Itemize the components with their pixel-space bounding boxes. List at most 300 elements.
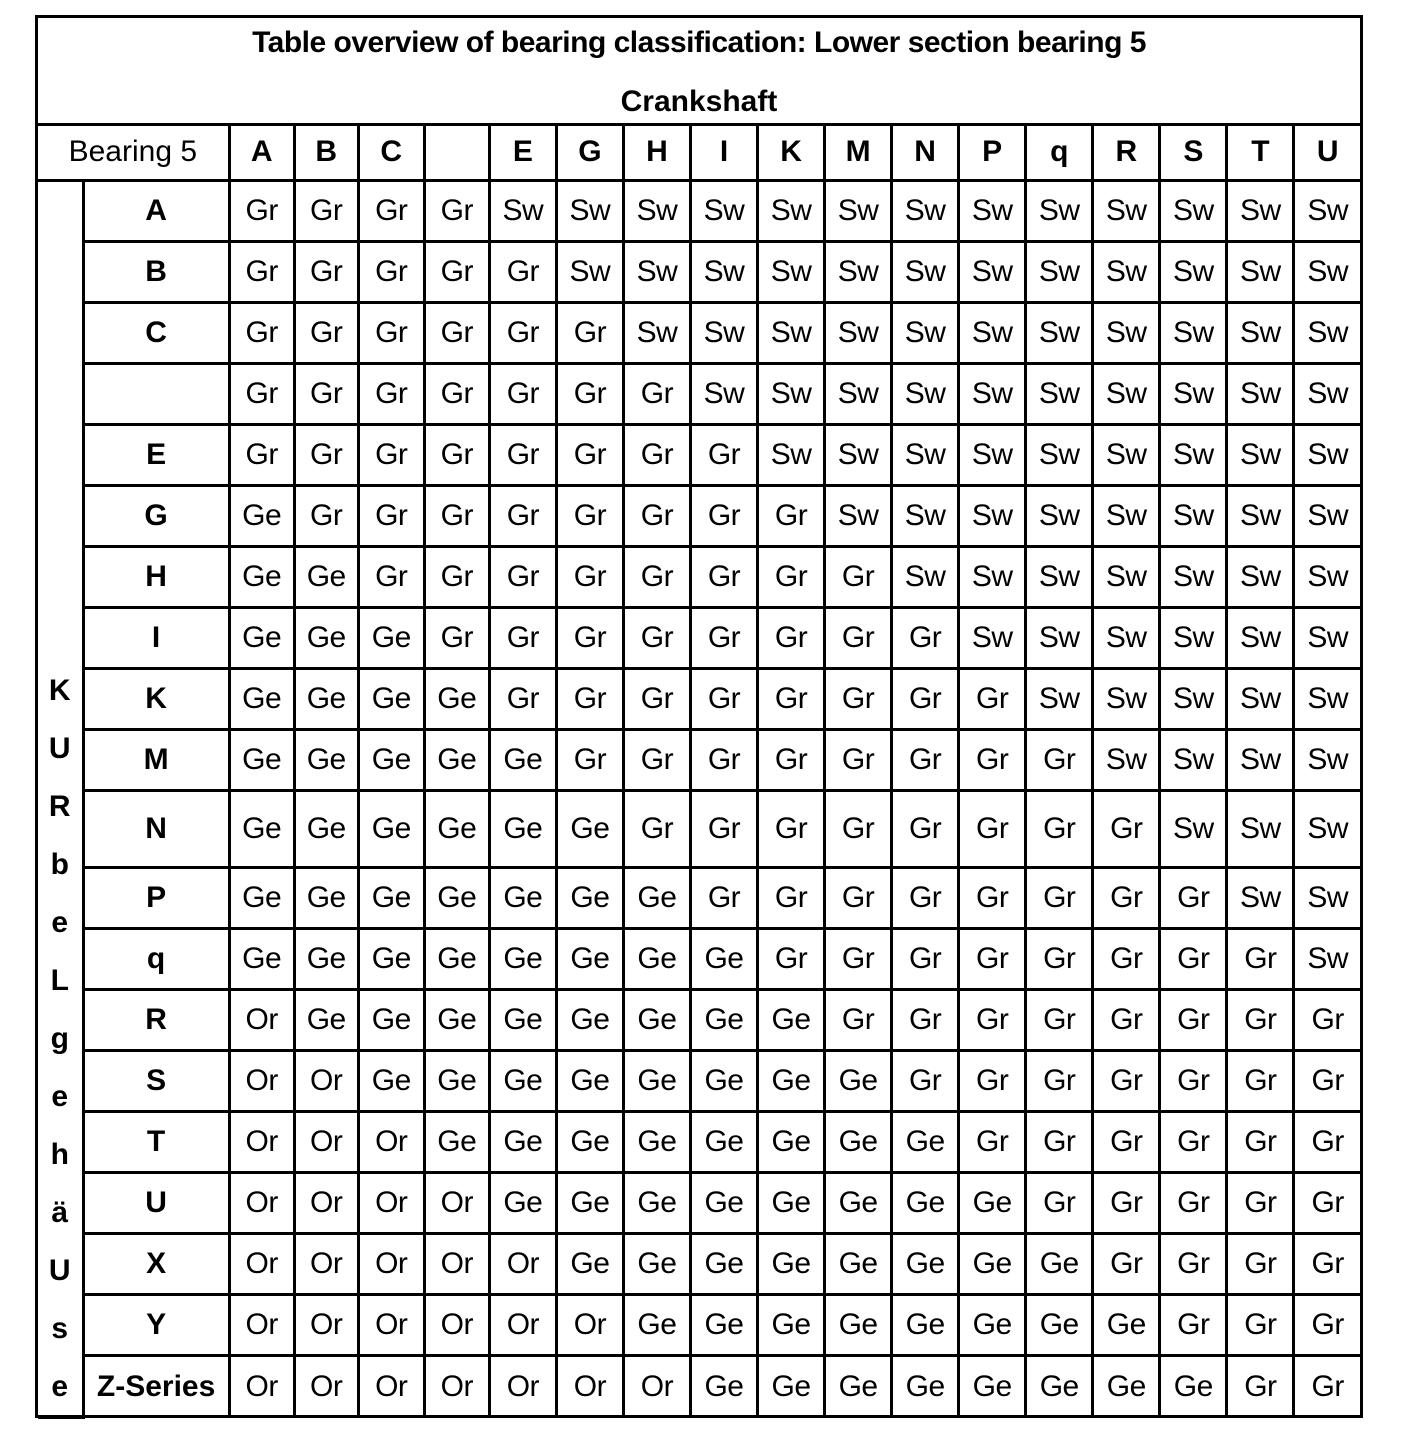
table-cell: Or	[424, 1356, 489, 1417]
table-cell: Ge	[758, 1050, 825, 1111]
table-cell: Gr	[556, 669, 623, 730]
table-cell: Sw	[1294, 669, 1360, 730]
table-cell: Ge	[489, 867, 556, 928]
table-cell: Gr	[294, 180, 358, 241]
table-cell: Sw	[1093, 485, 1160, 546]
table-cell: Gr	[424, 302, 489, 363]
table-cell: Ge	[229, 730, 294, 791]
table-cell: Gr	[1227, 1111, 1294, 1172]
table-cell: Ge	[229, 608, 294, 669]
table-cell: Sw	[1227, 867, 1294, 928]
table-cell: Sw	[1294, 302, 1360, 363]
table-cell: Gr	[1294, 1356, 1360, 1417]
table-cell: Ge	[294, 928, 358, 989]
table-cell: Gr	[1160, 1050, 1227, 1111]
table-cell: Or	[294, 1234, 358, 1295]
table-cell: Sw	[1294, 791, 1360, 867]
table-cell: Sw	[1294, 180, 1360, 241]
table-cell: Sw	[1227, 485, 1294, 546]
table-cell: Ge	[690, 1111, 757, 1172]
side-axis-label	[38, 180, 83, 1417]
table-row	[38, 1050, 1360, 1111]
table-row	[38, 867, 1360, 928]
table-cell: Sw	[1093, 730, 1160, 791]
table-cell: Ge	[229, 867, 294, 928]
table-cell: Gr	[556, 608, 623, 669]
table-cell: Sw	[1093, 424, 1160, 485]
table-cell: Or	[294, 1111, 358, 1172]
bearing-classification-sheet	[35, 15, 1363, 1418]
table-cell: Ge	[489, 1111, 556, 1172]
table-cell: Ge	[294, 791, 358, 867]
table-cell: Sw	[1294, 241, 1360, 302]
table-cell: Sw	[959, 363, 1026, 424]
table-cell: Ge	[556, 1050, 623, 1111]
table-cell: Sw	[690, 241, 757, 302]
table-cell: Sw	[690, 180, 757, 241]
table-cell: Gr	[758, 485, 825, 546]
column-header: T	[1227, 126, 1294, 180]
table-cell: Or	[358, 1173, 424, 1234]
table-cell: Gr	[825, 867, 892, 928]
table-cell: Ge	[424, 1050, 489, 1111]
table-cell: Gr	[229, 302, 294, 363]
table-cell: Gr	[1026, 928, 1093, 989]
table-cell: Sw	[1160, 485, 1227, 546]
table-cell: Sw	[892, 180, 959, 241]
table-cell: Gr	[758, 547, 825, 608]
table-cell: Sw	[1026, 669, 1093, 730]
table-cell: Gr	[1093, 1050, 1160, 1111]
table-cell: Gr	[1294, 1173, 1360, 1234]
table-cell: Ge	[690, 1050, 757, 1111]
side-label-letter: e	[51, 1079, 69, 1113]
side-label-letter: b	[50, 847, 69, 881]
table-row	[38, 363, 1360, 424]
table-cell: Or	[358, 1295, 424, 1356]
column-header: N	[892, 126, 959, 180]
row-header: N	[83, 791, 229, 867]
table-cell: Sw	[959, 424, 1026, 485]
table-cell: Gr	[1227, 1173, 1294, 1234]
table-cell: Gr	[892, 608, 959, 669]
table-cell: Gr	[1026, 791, 1093, 867]
table-cell: Or	[229, 1295, 294, 1356]
table-cell: Or	[294, 1356, 358, 1417]
table-row	[38, 485, 1360, 546]
table-cell: Gr	[892, 730, 959, 791]
table-cell: Or	[229, 1050, 294, 1111]
table-cell: Gr	[294, 302, 358, 363]
table-cell: Gr	[556, 363, 623, 424]
table-cell: Sw	[1093, 608, 1160, 669]
table-cell: Gr	[1026, 989, 1093, 1050]
table-cell: Ge	[358, 669, 424, 730]
table-cell: Gr	[358, 241, 424, 302]
table-cell: Ge	[623, 1295, 690, 1356]
table-cell: Gr	[1294, 1050, 1360, 1111]
table-cell: Gr	[229, 180, 294, 241]
row-header: C	[83, 302, 229, 363]
row-header: M	[83, 730, 229, 791]
table-cell: Ge	[758, 1356, 825, 1417]
column-header: U	[1294, 126, 1360, 180]
table-cell: Gr	[556, 424, 623, 485]
table-cell: Sw	[1026, 180, 1093, 241]
table-cell: Gr	[959, 669, 1026, 730]
table-cell: Sw	[758, 424, 825, 485]
table-cell: Gr	[758, 669, 825, 730]
table-cell: Gr	[1294, 1234, 1360, 1295]
table-cell: Sw	[1294, 730, 1360, 791]
table-cell: Gr	[959, 1111, 1026, 1172]
table-cell: Gr	[623, 608, 690, 669]
table-cell: Gr	[690, 424, 757, 485]
table-cell: Gr	[489, 363, 556, 424]
table-cell: Sw	[1227, 608, 1294, 669]
side-label-letter: ä	[51, 1195, 69, 1229]
table-cell: Sw	[1160, 730, 1227, 791]
table-row	[38, 302, 1360, 363]
table-cell: Or	[556, 1295, 623, 1356]
row-header: R	[83, 989, 229, 1050]
table-cell: Gr	[1093, 989, 1160, 1050]
table-cell: Gr	[825, 791, 892, 867]
table-cell: Ge	[959, 1173, 1026, 1234]
table-title: Table overview of bearing classification: Lower section bearing 5	[252, 26, 1146, 59]
table-cell: Ge	[556, 1234, 623, 1295]
table-cell: Sw	[1160, 363, 1227, 424]
table-cell: Sw	[892, 547, 959, 608]
table-cell: Gr	[424, 363, 489, 424]
table-cell: Sw	[892, 302, 959, 363]
table-cell: Gr	[1093, 791, 1160, 867]
table-cell: Gr	[489, 241, 556, 302]
table-cell: Or	[294, 1173, 358, 1234]
row-header: P	[83, 867, 229, 928]
row-header: G	[83, 485, 229, 546]
table-cell: Gr	[358, 180, 424, 241]
table-cell: Ge	[825, 1111, 892, 1172]
table-cell: Ge	[758, 989, 825, 1050]
table-cell: Gr	[1160, 867, 1227, 928]
table-cell: Ge	[690, 928, 757, 989]
table-cell: Sw	[758, 302, 825, 363]
table-cell: Gr	[690, 867, 757, 928]
table-cell: Sw	[825, 363, 892, 424]
table-cell: Sw	[623, 302, 690, 363]
table-cell: Gr	[1160, 1111, 1227, 1172]
table-cell: Or	[229, 989, 294, 1050]
row-header: K	[83, 669, 229, 730]
table-cell: Gr	[489, 669, 556, 730]
table-cell: Gr	[1093, 1173, 1160, 1234]
table-cell: Sw	[892, 241, 959, 302]
table-cell: Gr	[623, 669, 690, 730]
table-cell: Gr	[424, 608, 489, 669]
table-cell: Gr	[294, 485, 358, 546]
table-cell: Sw	[1160, 241, 1227, 302]
table-cell: Ge	[424, 730, 489, 791]
table-cell: Sw	[1026, 424, 1093, 485]
column-header: K	[758, 126, 825, 180]
table-cell: Gr	[959, 989, 1026, 1050]
side-label-letter: L	[50, 963, 69, 997]
table-cell: Gr	[892, 669, 959, 730]
column-header: q	[1026, 126, 1093, 180]
table-cell: Sw	[959, 241, 1026, 302]
row-header: q	[83, 928, 229, 989]
table-cell: Gr	[959, 928, 1026, 989]
table-cell: Gr	[1160, 1173, 1227, 1234]
table-cell: Ge	[959, 1234, 1026, 1295]
table-cell: Gr	[556, 302, 623, 363]
table-cell: Or	[623, 1356, 690, 1417]
table-cell: Sw	[1227, 424, 1294, 485]
table-row	[38, 989, 1360, 1050]
table-cell: Ge	[758, 1234, 825, 1295]
table-cell: Ge	[294, 730, 358, 791]
table-cell: Ge	[623, 989, 690, 1050]
table-cell: Ge	[690, 1295, 757, 1356]
table-cell: Ge	[758, 1111, 825, 1172]
table-cell: Gr	[623, 791, 690, 867]
table-cell: Gr	[758, 791, 825, 867]
table-cell: Gr	[1026, 1111, 1093, 1172]
table-cell: Sw	[1160, 608, 1227, 669]
column-header: C	[358, 126, 424, 180]
column-header-row	[38, 126, 1360, 180]
table-cell: Gr	[959, 1050, 1026, 1111]
table-cell: Sw	[1026, 608, 1093, 669]
table-cell: Ge	[690, 1234, 757, 1295]
table-cell: Gr	[1294, 1111, 1360, 1172]
table-cell: Gr	[825, 989, 892, 1050]
table-cell: Sw	[1026, 241, 1093, 302]
table-cell: Gr	[489, 608, 556, 669]
table-cell: Ge	[825, 1295, 892, 1356]
table-cell: Ge	[358, 730, 424, 791]
table-cell: Ge	[294, 608, 358, 669]
row-header: I	[83, 608, 229, 669]
table-row	[38, 1111, 1360, 1172]
table-cell: Sw	[1093, 302, 1160, 363]
table-cell: Sw	[1160, 547, 1227, 608]
side-label-letter: g	[50, 1021, 69, 1055]
table-cell: Ge	[294, 867, 358, 928]
table-cell: Or	[229, 1173, 294, 1234]
table-cell: Ge	[489, 730, 556, 791]
table-cell: Ge	[1026, 1356, 1093, 1417]
table-cell: Ge	[825, 1050, 892, 1111]
table-cell: Ge	[556, 867, 623, 928]
table-cell: Gr	[1093, 867, 1160, 928]
table-cell: Ge	[690, 1173, 757, 1234]
table-cell: Ge	[424, 928, 489, 989]
table-row	[38, 928, 1360, 989]
table-cell: Ge	[358, 989, 424, 1050]
table-cell: Gr	[623, 485, 690, 546]
row-header: Z-Series	[83, 1356, 229, 1417]
table-cell: Gr	[358, 485, 424, 546]
table-cell: Sw	[690, 363, 757, 424]
column-header: G	[556, 126, 623, 180]
table-cell: Gr	[1294, 1295, 1360, 1356]
table-cell: Gr	[1160, 928, 1227, 989]
table-cell: Gr	[825, 928, 892, 989]
table-cell: Or	[294, 1050, 358, 1111]
table-cell: Ge	[959, 1295, 1026, 1356]
table-cell: Sw	[959, 608, 1026, 669]
table-cell: Gr	[892, 928, 959, 989]
table-cell: Or	[424, 1295, 489, 1356]
table-cell: Gr	[1093, 1234, 1160, 1295]
table-cell: Ge	[358, 791, 424, 867]
table-cell: Gr	[294, 241, 358, 302]
corner-label: Bearing 5	[38, 126, 229, 180]
table-cell: Sw	[1294, 608, 1360, 669]
table-cell: Ge	[690, 989, 757, 1050]
table-cell: Sw	[959, 547, 1026, 608]
table-cell: Gr	[892, 791, 959, 867]
table-cell: Gr	[229, 241, 294, 302]
table-cell: Ge	[623, 1173, 690, 1234]
table-title-block	[38, 18, 1360, 126]
table-cell: Gr	[294, 363, 358, 424]
table-cell: Sw	[1093, 363, 1160, 424]
table-cell: Gr	[623, 547, 690, 608]
row-header: T	[83, 1111, 229, 1172]
table-cell: Sw	[892, 363, 959, 424]
table-cell: Sw	[1294, 485, 1360, 546]
table-cell: Sw	[1093, 547, 1160, 608]
table-cell: Ge	[358, 928, 424, 989]
table-cell: Or	[229, 1234, 294, 1295]
table-row	[38, 424, 1360, 485]
column-header: B	[294, 126, 358, 180]
table-cell: Ge	[892, 1173, 959, 1234]
table-cell: Ge	[1093, 1295, 1160, 1356]
table-cell: Gr	[825, 608, 892, 669]
table-cell: Or	[556, 1356, 623, 1417]
table-cell: Gr	[758, 928, 825, 989]
table-cell: Gr	[1093, 1111, 1160, 1172]
row-header: A	[83, 180, 229, 241]
table-cell: Ge	[489, 791, 556, 867]
table-cell: Ge	[892, 1356, 959, 1417]
table-cell: Gr	[229, 424, 294, 485]
table-cell: Sw	[1160, 180, 1227, 241]
table-cell: Sw	[1093, 180, 1160, 241]
table-cell: Ge	[758, 1295, 825, 1356]
table-cell: Sw	[1160, 791, 1227, 867]
table-cell: Sw	[1160, 302, 1227, 363]
row-header: U	[83, 1173, 229, 1234]
side-label-letter: R	[48, 789, 71, 823]
table-cell: Sw	[489, 180, 556, 241]
table-cell: Ge	[424, 791, 489, 867]
table-cell: Sw	[1294, 928, 1360, 989]
table-cell: Gr	[758, 867, 825, 928]
column-header: P	[959, 126, 1026, 180]
table-cell: Sw	[825, 241, 892, 302]
table-cell: Ge	[489, 1173, 556, 1234]
table-cell: Sw	[556, 180, 623, 241]
table-cell: Ge	[489, 928, 556, 989]
table-cell: Gr	[556, 547, 623, 608]
table-cell: Sw	[1026, 485, 1093, 546]
row-header: S	[83, 1050, 229, 1111]
table-cell: Ge	[556, 1173, 623, 1234]
table-cell: Gr	[690, 791, 757, 867]
table-cell: Gr	[1026, 1050, 1093, 1111]
table-cell: Gr	[623, 363, 690, 424]
table-cell: Sw	[825, 485, 892, 546]
table-cell: Sw	[1093, 669, 1160, 730]
table-row	[38, 730, 1360, 791]
table-cell: Or	[424, 1173, 489, 1234]
row-header: B	[83, 241, 229, 302]
table-cell: Ge	[294, 989, 358, 1050]
table-cell: Ge	[892, 1111, 959, 1172]
table-cell: Ge	[758, 1173, 825, 1234]
table-cell: Gr	[892, 867, 959, 928]
table-cell: Gr	[690, 669, 757, 730]
table-cell: Ge	[825, 1234, 892, 1295]
table-subtitle: Crankshaft	[620, 85, 778, 118]
table-cell: Or	[489, 1234, 556, 1295]
table-cell: Gr	[1160, 1234, 1227, 1295]
table-cell: Sw	[1026, 302, 1093, 363]
table-cell: Gr	[623, 730, 690, 791]
table-cell: Sw	[690, 302, 757, 363]
table-cell: Gr	[489, 547, 556, 608]
table-row	[38, 1356, 1360, 1417]
row-header	[83, 363, 229, 424]
table-cell: Or	[229, 1111, 294, 1172]
table-cell: Gr	[1227, 928, 1294, 989]
table-cell: Sw	[758, 180, 825, 241]
table-cell: Sw	[825, 424, 892, 485]
table-cell: Gr	[1227, 1356, 1294, 1417]
table-cell: Ge	[294, 669, 358, 730]
table-row	[38, 669, 1360, 730]
table-cell: Gr	[892, 1050, 959, 1111]
table-cell: Or	[229, 1356, 294, 1417]
table-cell: Ge	[892, 1234, 959, 1295]
column-header	[424, 126, 489, 180]
row-header: H	[83, 547, 229, 608]
table-cell: Ge	[623, 1234, 690, 1295]
side-label-letter: U	[48, 731, 71, 765]
table-cell: Sw	[1294, 363, 1360, 424]
table-cell: Sw	[623, 241, 690, 302]
table-row	[38, 1173, 1360, 1234]
table-cell: Gr	[1026, 867, 1093, 928]
column-header: H	[623, 126, 690, 180]
table-cell: Sw	[623, 180, 690, 241]
table-cell: Ge	[623, 1111, 690, 1172]
table-cell: Gr	[358, 302, 424, 363]
table-cell: Sw	[1227, 241, 1294, 302]
side-label-letter: e	[51, 905, 69, 939]
table-cell: Ge	[424, 989, 489, 1050]
table-cell: Sw	[1227, 180, 1294, 241]
table-row	[38, 547, 1360, 608]
column-header: S	[1160, 126, 1227, 180]
table-cell: Sw	[825, 180, 892, 241]
table-cell: Gr	[825, 730, 892, 791]
